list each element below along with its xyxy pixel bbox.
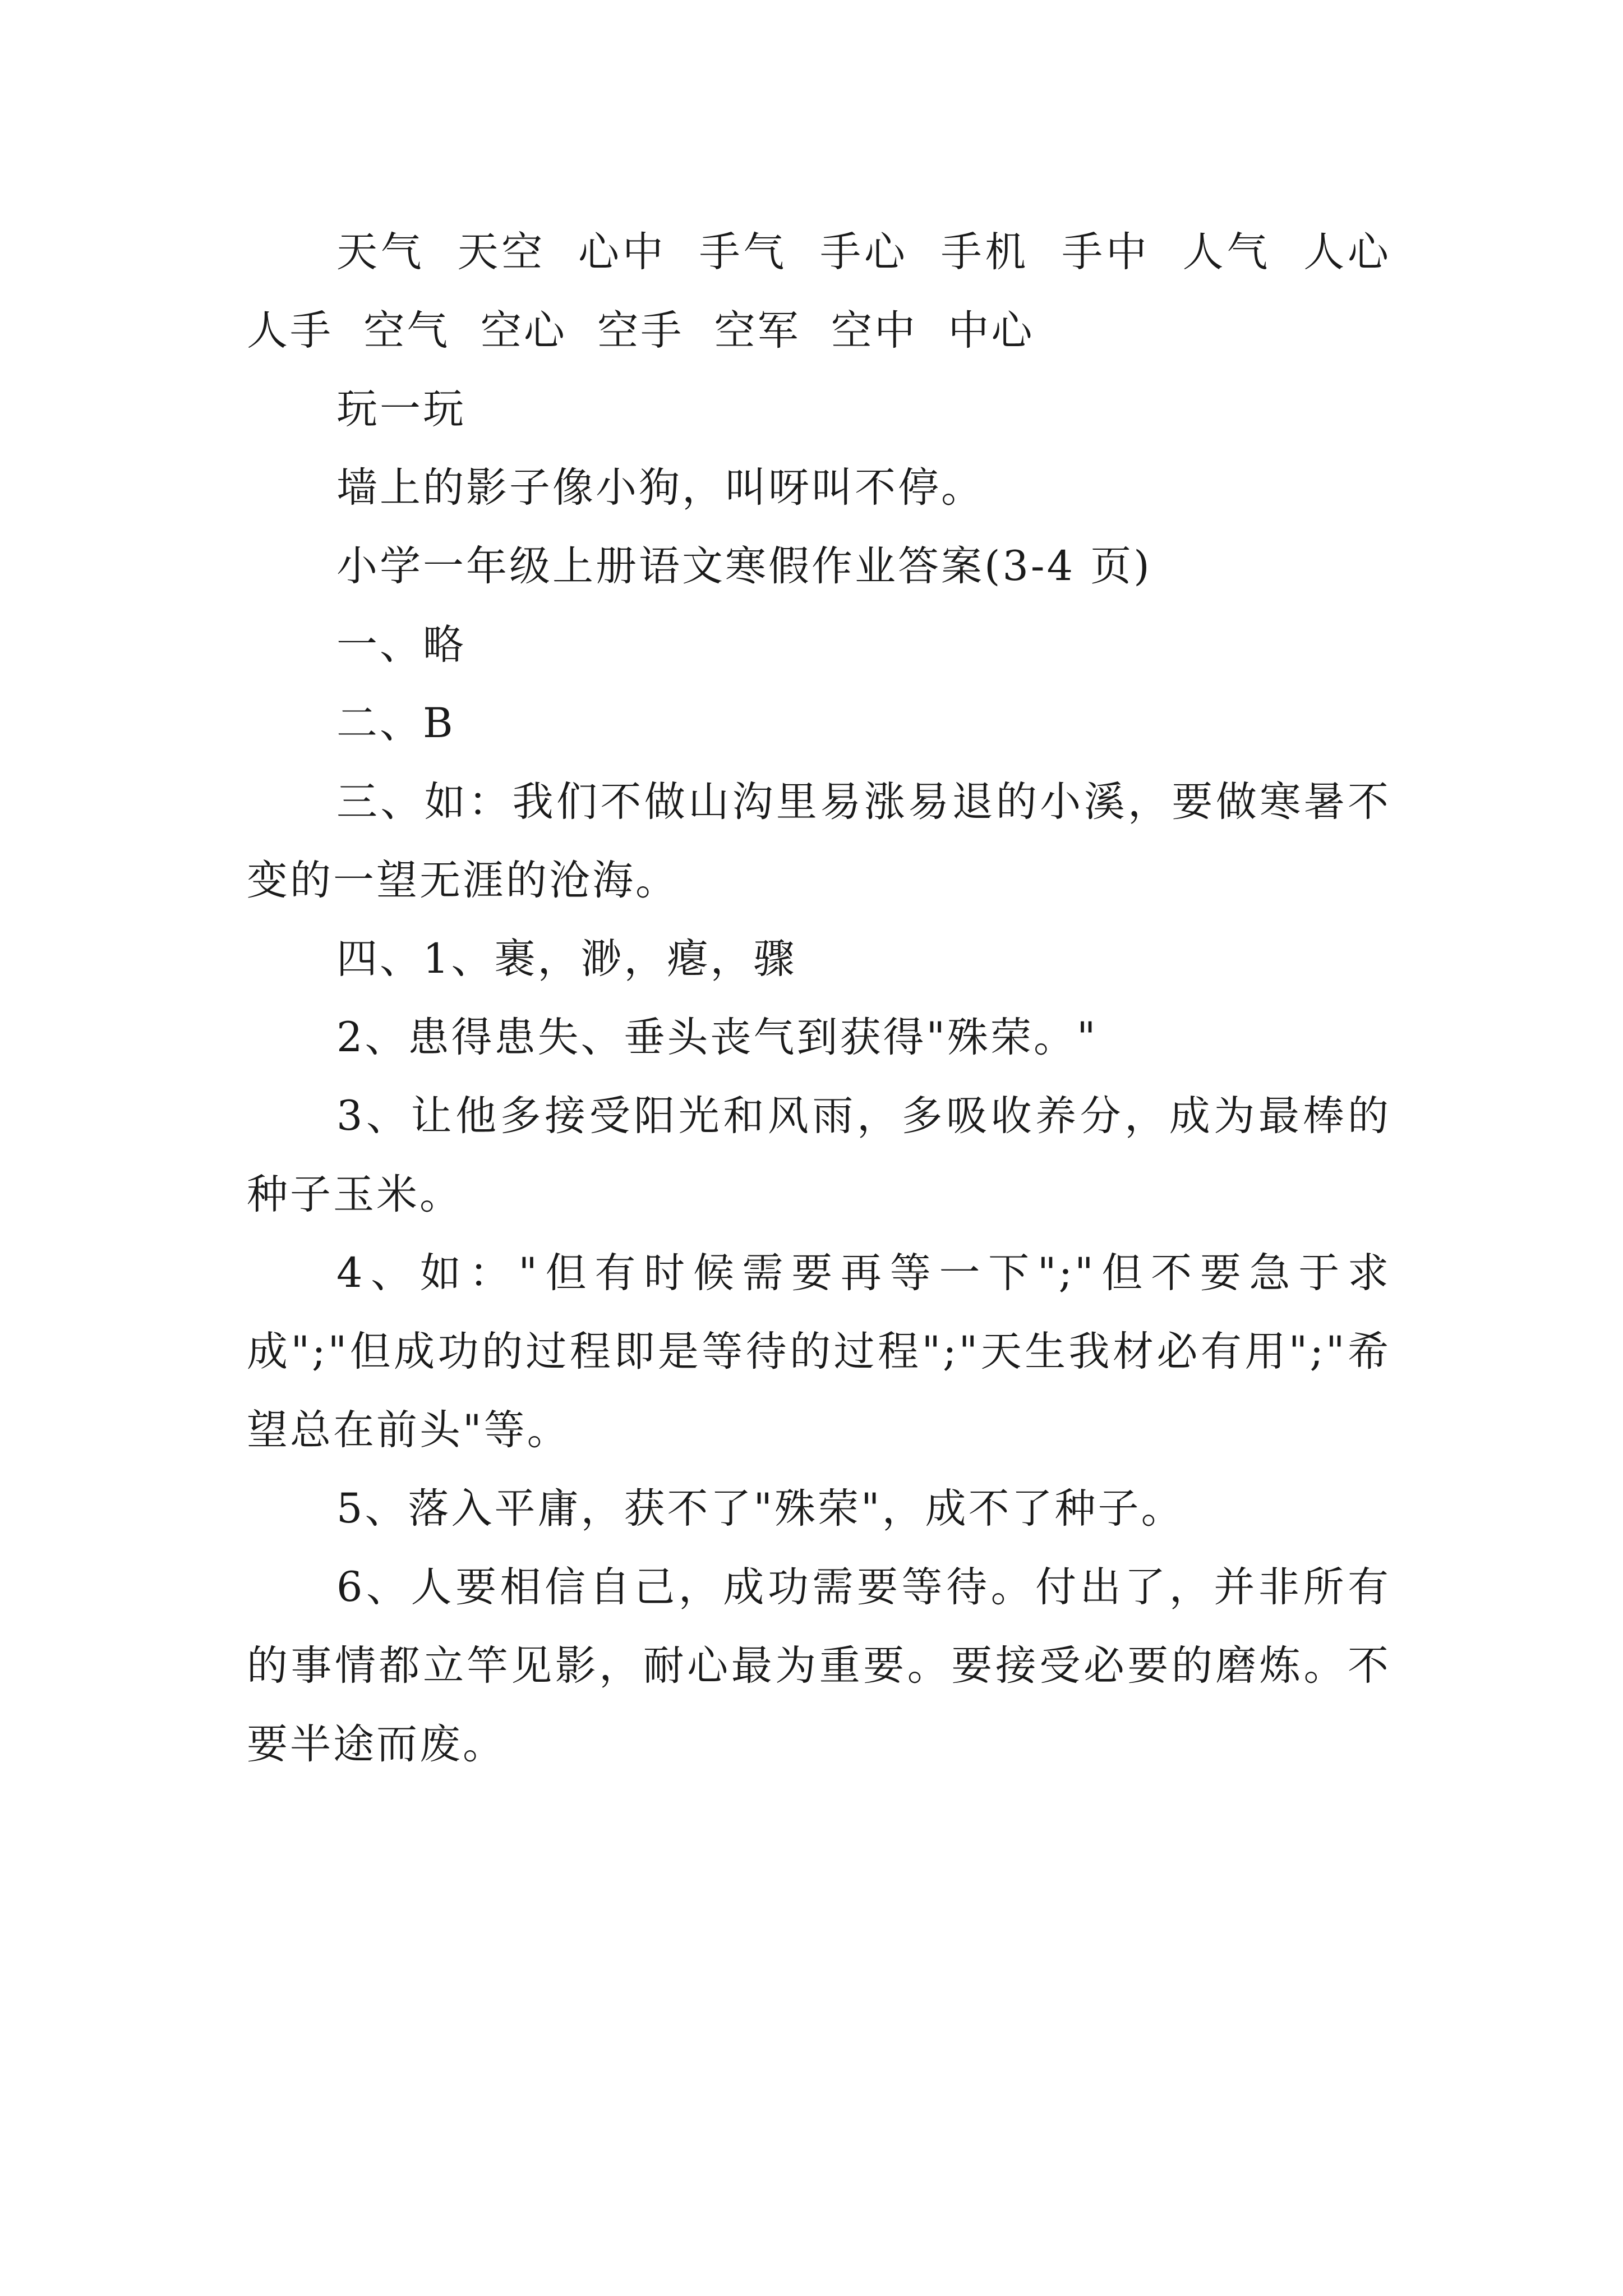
paragraph-answer-4-5: 5、落入平庸，获不了"殊荣"，成不了种子。 <box>336 1485 1184 1533</box>
paragraph-word-list: 天气 天空 心中 手气 手心 手机 手中 人气 人心 人手 空气 空心 空手 空军 空中 中心 <box>247 228 1422 355</box>
document-body <box>247 213 1422 1784</box>
paragraph-answer-4-6: 6、人要相信自己，成功需要等待。付出了，并非所有的事情都立竿见影，耐心最为重要。要接受必要的磨炼。不要半途而废。 <box>247 1563 1391 1768</box>
paragraph-answer-4-2: 2、患得患失、垂头丧气到获得"殊荣。" <box>336 1014 1098 1061</box>
paragraph-answer-4-4: 4、如："但有时候需要再等一下";"但不要急于求成";"但成功的过程即是等待的过程";"天生我材必有用";"希望总在前头"等。 <box>247 1249 1391 1454</box>
paragraph-shadow-sentence: 墙上的影子像小狗，叫呀叫不停。 <box>336 464 984 512</box>
paragraph-answer-title: 小学一年级上册语文寒假作业答案(3-4 页) <box>336 542 1152 590</box>
paragraph-answer-4-1: 四、1、裹，渺，瘪，骤 <box>336 935 797 983</box>
paragraph-answer-1: 一、略 <box>336 621 466 669</box>
paragraph-answer-2: 二、B <box>336 700 455 747</box>
paragraph-answer-3: 三、如：我们不做山沟里易涨易退的小溪，要做寒暑不变的一望无涯的沧海。 <box>247 778 1391 904</box>
paragraph-heading-play: 玩一玩 <box>336 385 466 433</box>
paragraph-answer-4-3: 3、让他多接受阳光和风雨，多吸收养分，成为最棒的种子玉米。 <box>247 1092 1391 1218</box>
